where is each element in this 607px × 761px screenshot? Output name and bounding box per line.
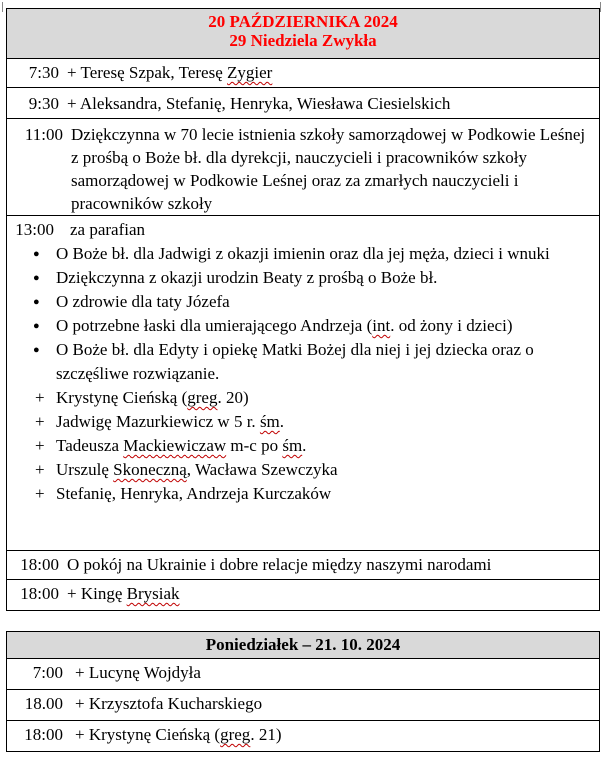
mass-time: 13:00 — [15, 220, 54, 239]
list-item: ● Dziękczynna z okazji urodzin Beaty z prośbą o Boże bł. — [31, 266, 591, 290]
sunday-header — [7, 9, 600, 59]
mass-row — [7, 659, 600, 690]
mass-intention: Dziękczynna w 70 lecie istnienia szkoły samorządowej w Podkowie Leśnej z prośbą o Boże bł. dla dyrekcji, nauczycieli i pracowników szkoły samorządowej w Podkowie Leśnej oraz za zmarłych nauczycieli i pracowników szkoły — [71, 125, 586, 213]
monday-header: Poniedziałek – 21. 10. 2024 — [7, 632, 600, 659]
mass-time: 9:30 — [28, 94, 59, 113]
mass-row — [7, 88, 600, 119]
mass-intention-intro: za parafian — [70, 220, 146, 239]
sunday-table — [6, 8, 600, 611]
mass-intention: + Lucynę Wojdyła — [75, 663, 201, 682]
mass-row-1300 — [7, 216, 600, 551]
mass-time: 18.00 — [24, 694, 63, 713]
mass-intention: + Teresę Szpak, Teresę Zygier — [67, 63, 273, 82]
mass-time: 7:00 — [32, 663, 63, 682]
mass-row — [7, 721, 600, 752]
mass-time: 11:00 — [24, 125, 63, 144]
mass-time: 18:00 — [20, 584, 59, 603]
corner-mark — [600, 2, 604, 12]
mass-intention: + Aleksandra, Stefanię, Henryka, Wiesława Ciesielskich — [67, 94, 451, 113]
list-item: + Urszulę Skoneczną, Wacława Szewczyka — [31, 458, 591, 482]
mass-row — [7, 551, 600, 580]
mass-row — [7, 59, 600, 88]
intention-list — [7, 242, 599, 506]
sunday-date: 20 PAŹDZIERNIKA 2024 — [208, 12, 398, 31]
mass-row — [7, 690, 600, 721]
mass-intention: + Kingę Brysiak — [67, 584, 180, 603]
list-item: + Tadeusza Mackiewiczaw m-c po śm. — [31, 434, 591, 458]
mass-intention: + Krystynę Cieńską (greg. 21) — [75, 725, 282, 744]
list-item: ● O Boże bł. dla Jadwigi z okazji imienin oraz dla jej męża, dzieci i wnuki — [31, 242, 591, 266]
mass-time: 18:00 — [20, 555, 59, 574]
list-item: ● O Boże bł. dla Edyty i opiekę Matki Bożej dla niej i jej dziecka oraz o szczęśliwe rozwiązanie. — [31, 338, 591, 386]
monday-table — [6, 631, 600, 752]
sunday-name: 29 Niedziela Zwykła — [229, 31, 377, 50]
mass-intention: + Krzysztofa Kucharskiego — [75, 694, 263, 713]
list-item: ● O potrzebne łaski dla umierającego Andrzeja (int. od żony i dzieci) — [31, 314, 591, 338]
list-item: + Krystynę Cieńską (greg. 20) — [31, 386, 591, 410]
mass-intention: O pokój na Ukrainie i dobre relacje między naszymi narodami — [67, 555, 492, 574]
list-item: ● O zdrowie dla taty Józefa — [31, 290, 591, 314]
list-item: + Jadwigę Mazurkiewicz w 5 r. śm. — [31, 410, 591, 434]
mass-row — [7, 119, 600, 216]
mass-time: 18:00 — [24, 725, 63, 744]
mass-row — [7, 580, 600, 611]
mass-time: 7:30 — [28, 63, 59, 82]
list-item: + Stefanię, Henryka, Andrzeja Kurczaków — [31, 482, 591, 506]
